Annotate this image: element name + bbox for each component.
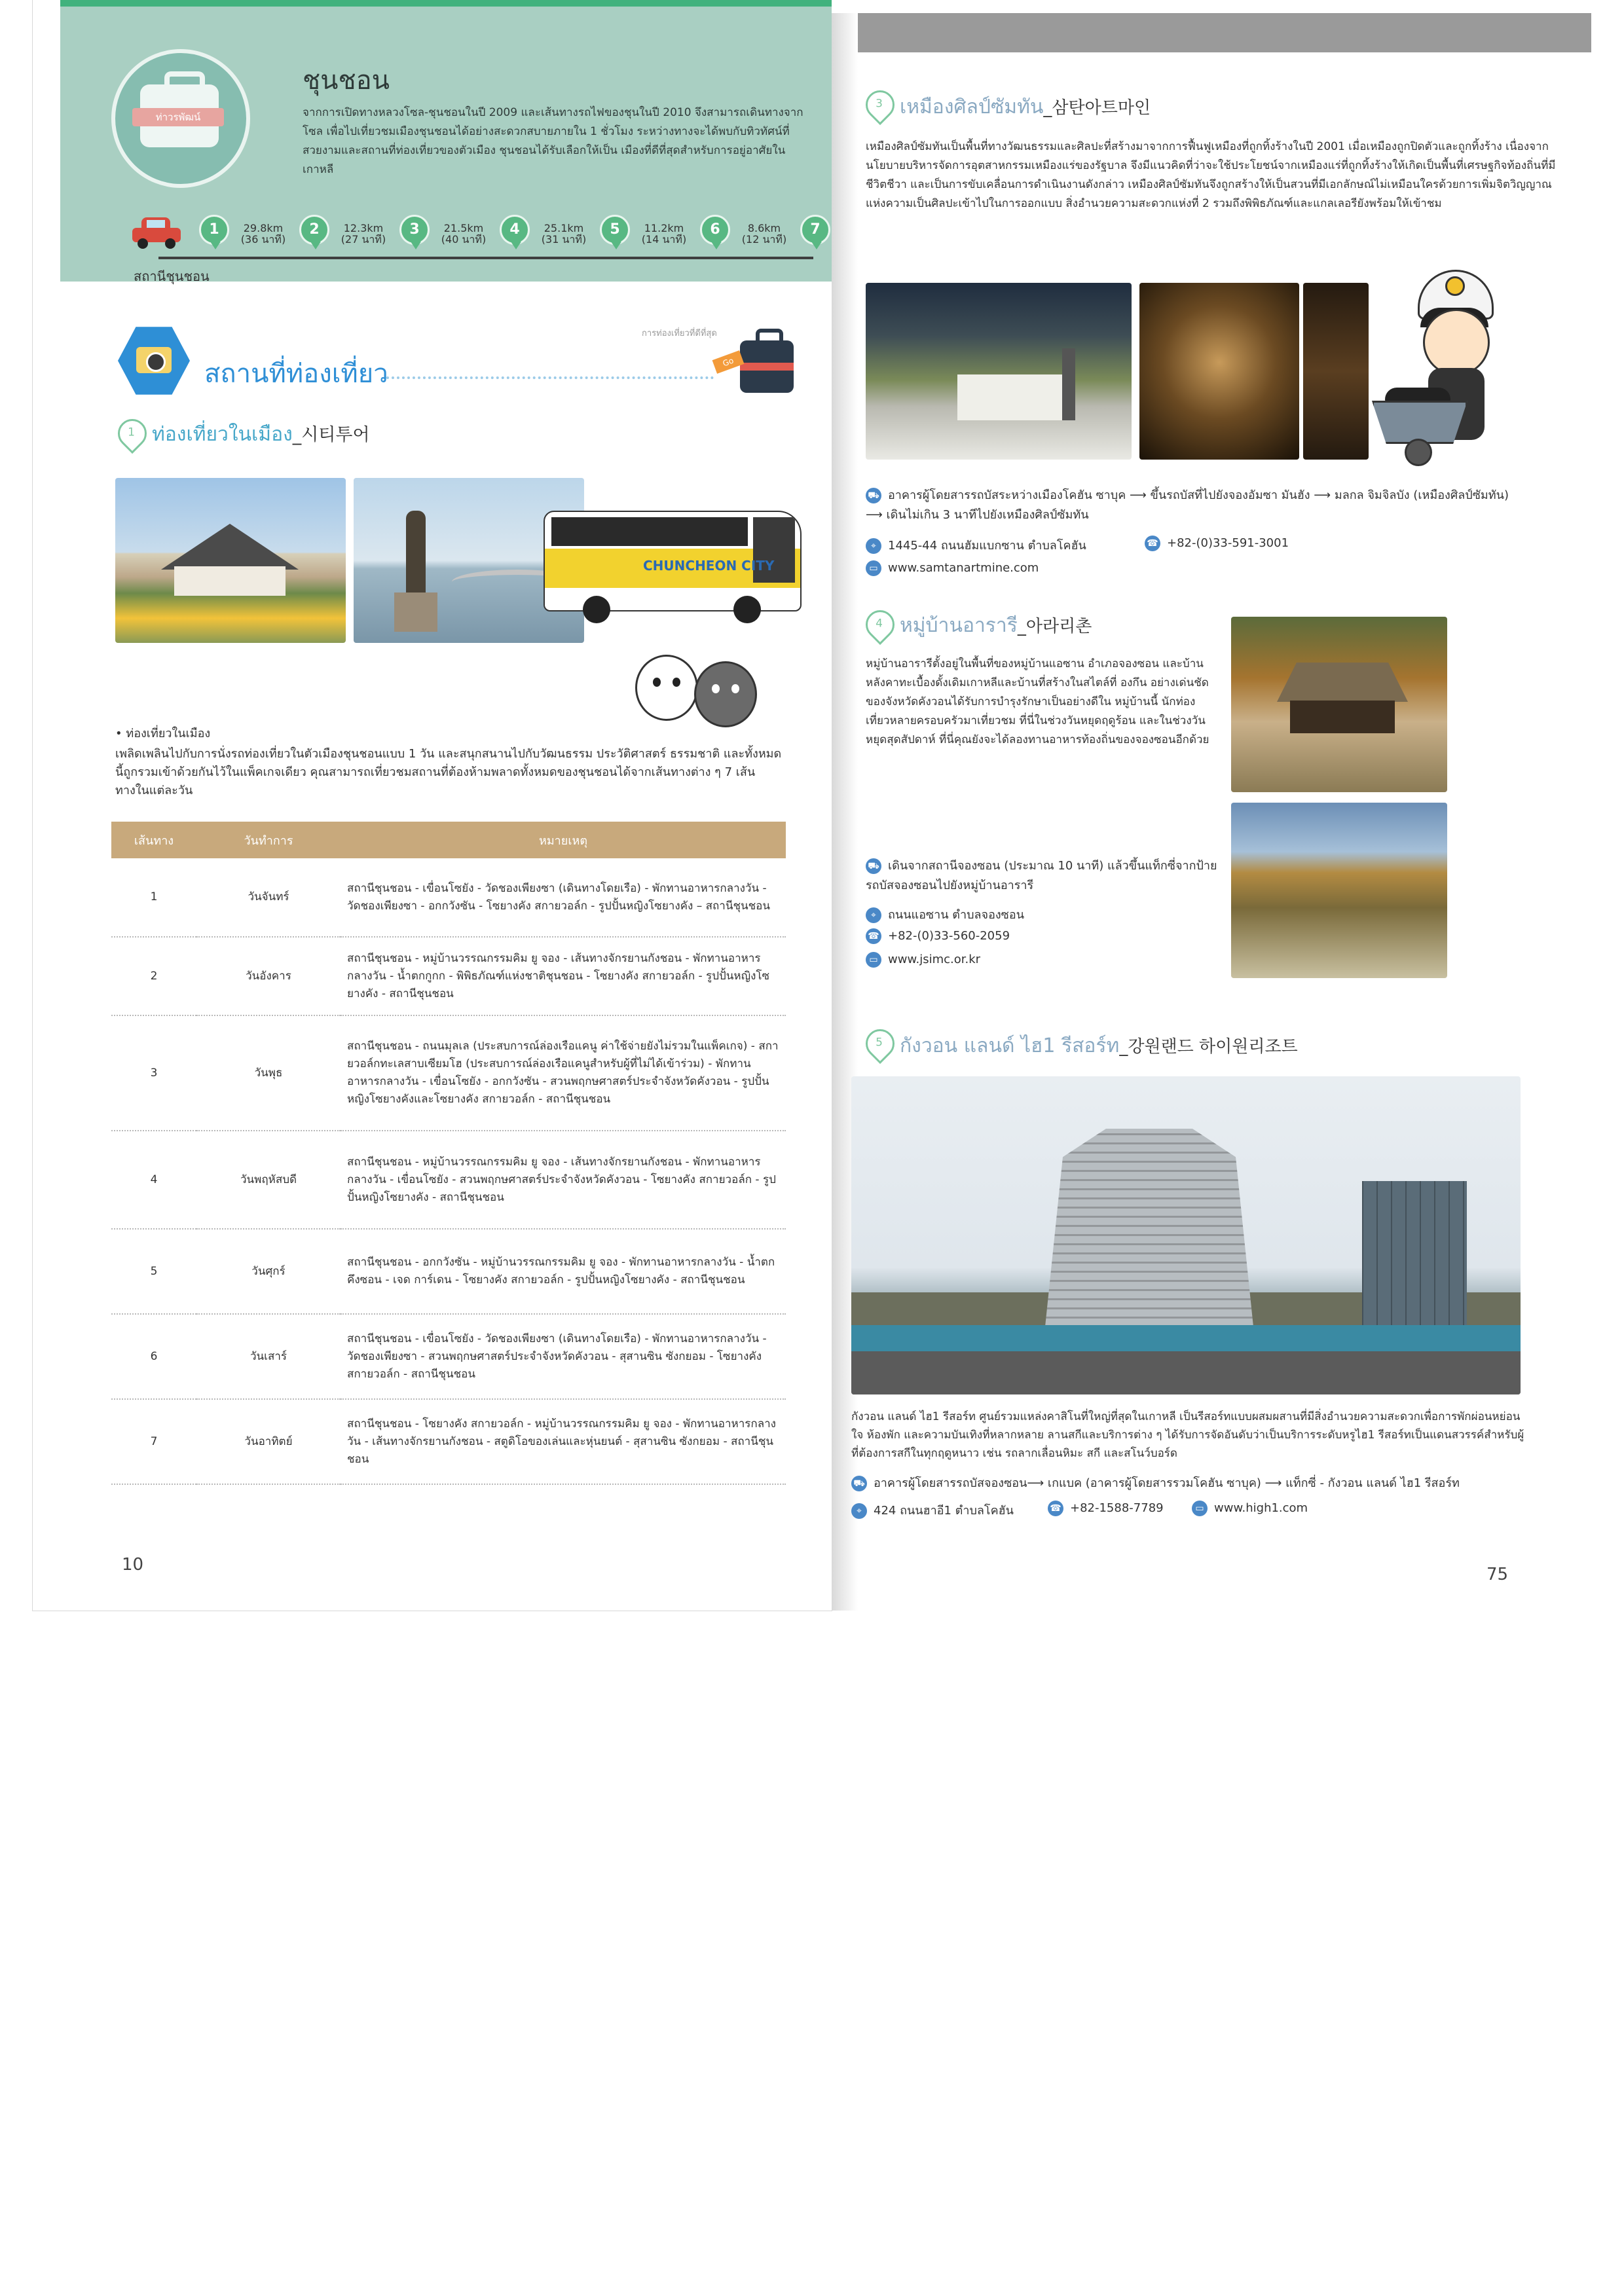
phone-icon: ☎: [866, 928, 881, 944]
spot-1-title: ท่องเที่ยวในเมือง_시티투어: [152, 423, 370, 446]
route-stop-1: 1: [199, 215, 229, 245]
car-icon: [132, 216, 181, 250]
spot-5-description: กังวอน แลนด์ ไฮ1 รีสอร์ท ศูนย์รวมแหล่งคาสิโนที่ใหญ่ที่สุดในเกาหลี เป็นรีสอร์ทแบบผสมผสานที่มีสิ่งอำนวยความสะดวกเพื่อการพักผ่อนหย่อนใจ ห้องพัก และความบันเทิงที่หลากหลาย ลานสกีและบริการต่าง ๆ ได้รับการจัดอันดับว่าเป็นบริการระดับหรูไฮ1 รีสอร์ทเป็นแดนสวรรค์สำหรับผู้ที่ต้องการสกีในทุกฤดูหนาว เช่น รถลากเลื่อนหิมะ สกี และสโนว์บอร์ด: [851, 1410, 1524, 1460]
table-row: 7 วันอาทิตย์ สถานีชุนชอน - โซยางคัง สกายวอล์ก - หมู่บ้านวรรณกรรมคิม ยู จอง - พักทานอาหารกลางวัน - เส้นทางจักรยานกังชอน - สตูดิโอของเล่นและหุ่นยนต์ - สุสานซิน ซังกยอม - สถานีชุนชอน: [111, 1399, 786, 1484]
web-icon: ▭: [866, 952, 881, 968]
table-row: 6 วันเสาร์ สถานีชุนชอน - เขื่อนโซยัง - วัดชองเพียงซา (เดินทางโดยเรือ) - พักทานอาหารกลางวัน - วัดชองเพียงซา - สวนพฤกษศาสตร์ประจำจังหวัดคังวอน - สุสานซิน ซังกยอม - โซยางคัง สกายวอล์ก - สถานีชุนชอน: [111, 1314, 786, 1399]
route-line: [158, 257, 813, 259]
map-pin-icon: ⌖: [851, 1503, 867, 1519]
route-distance-2: 12.3km (27 นาที): [341, 222, 386, 246]
route-distance-6: 8.6km (12 นาที): [741, 222, 787, 246]
location-pin-icon: 4: [860, 604, 900, 645]
route-stop-4: 4: [500, 215, 530, 245]
spot-5-address: ⌖ 424 ถนนฮาอี1 ตำบลโคฮัน: [851, 1501, 1014, 1520]
route-distance-5: 11.2km (14 นาที): [641, 222, 687, 246]
spot-3-website[interactable]: ▭ www.samtanartmine.com: [866, 560, 1039, 576]
suitcase-tag: ท่าวรพัฒน์: [132, 108, 224, 126]
page-number-right: 75: [1486, 1565, 1509, 1584]
web-icon: ▭: [1192, 1501, 1208, 1516]
city-hall-photo: [115, 478, 346, 643]
spot-3-address: ⌖ 1445-44 ถนนฮัมแบกซาน ตำบลโคฮัน: [866, 536, 1086, 555]
right-page-top-band: [832, 13, 1591, 52]
table-row: 1 วันจันทร์ สถานีชุนชอน - เขื่อนโซยัง - วัดชองเพียงซา (เดินทางโดยเรือ) - พักทานอาหารกลางวัน - วัดชองเพียงซา - อกกวังซัน - โซยางคัง สกายวอล์ก - รูปปั้นหญิงโซยางคัง – สถานีชุนชอน: [111, 858, 786, 937]
camera-icon: [118, 325, 190, 397]
tour-schedule-table: [111, 822, 786, 1485]
spot-5-transport: ⛟ อาคารผู้โดยสารรถบัสจองซอน⟶ เกแบค (อาคารผู้โดยสารรวมโคฮัน ซาบุค) ⟶ แท็กซี่ - กังวอน แลนด์ ไฮ1 รีสอร์ท: [851, 1473, 1526, 1492]
samtan-art-mine-exterior-photo: [866, 283, 1132, 460]
spot-4-address: ⌖ ถนนแอซาน ตำบลจองซอน: [866, 905, 1024, 924]
route-stop-5: 5: [600, 215, 630, 245]
spot-3-transport: ⛟ อาคารผู้โดยสารรถบัสระหว่างเมืองโคฮัน ซาบุค ⟶ ขึ้นรถบัสที่ไปยังจองอัมซา มันฮัง ⟶ มลกล จิมจิลบัง (เหมืองศิลป์ซัมทัน) ⟶ เดินไม่เกิน 3 นาทีไปยังเหมืองศิลป์ซัมทัน: [866, 488, 1509, 522]
map-pin-icon: ⌖: [866, 907, 881, 923]
web-icon: ▭: [866, 560, 881, 576]
spot-1-intro: เพลิดเพลินไปกับการนั่งรถท่องเที่ยวในตัวเมืองชุนชอนแบบ 1 วัน และสนุกสนานไปกับวัฒนธรรม ประวัติศาสตร์ ธรรมชาติ และทั้งหมดนี้ถูกรวมเข้าด้วยกันไว้ในแพ็คเกจเดียว คุณสามารถเที่ยวชมสถานที่ต้องห้ามพลาดทั้งหมดของชุนชอนได้จากเส้นทางต่าง ๆ 7 เส้นทางในแต่ละวัน: [115, 747, 782, 797]
city-title: ชุนชอน: [303, 65, 390, 96]
route-stop-2: 2: [299, 215, 329, 245]
table-header-route: เส้นทาง: [111, 822, 196, 858]
spot-3-title: เหมืองศิลป์ซัมทัน_삼탄아트마인: [900, 96, 1151, 118]
route-stop-6: 6: [700, 215, 730, 245]
bus-icon: ⛟: [866, 488, 881, 503]
bus-icon: ⛟: [851, 1476, 867, 1491]
route-start-label: สถานีชุนชอน: [134, 268, 210, 284]
location-pin-icon: 1: [112, 413, 153, 454]
mascot-white-icon: [635, 655, 698, 721]
left-page: [33, 0, 832, 1611]
city-description: จากการเปิดทางหลวงโซล-ชุนชอนในปี 2009 และเส้นทางรถไฟของชุนในปี 2010 จึงสามารถเดินทางจากโซล เพื่อไปเที่ยวชมเมืองชุนชอนได้อย่างสะดวกสบายภายใน 1 ชั่วโมง ระหว่างทางจะได้พบกับทิวทัศน์ที่สวยงามและสถานที่ท่องเที่ยวของตัวเมือง ชุนชอนได้รับเลือกให้เป็น เมืองที่ดีที่สุดสำหรับการอยู่อาศัยในเกาหลี: [303, 106, 803, 176]
samtan-art-mine-interior-photo: [1139, 283, 1299, 460]
arari-village-house-photo: [1231, 617, 1447, 792]
arari-village-autumn-photo: [1231, 803, 1447, 978]
table-header-row: [111, 822, 786, 858]
spot-4-description: หมู่บ้านอารารีตั้งอยู่ในพื้นที่ของหมู่บ้านแอซาน อำเภอจองซอน และบ้านหลังคาทะเบื้องดั้งเดิมเกาหลีและบ้านที่สร้างในสไตล์ที่ องกึน อย่างเด่นชัดของจังหวัดคังวอนได้รับการบำรุงรักษาเป็นอย่างดีใน หมู่บ้านนี้ นักท่องเที่ยวหลายครอบครัวมาเที่ยวชม ที่นี่ในช่วงวันหยุดฤดูร้อน และในช่วงวันหยุดสุดสัปดาห์ ที่นี่คุณยังจะได้ลองทานอาหารท้องถิ่นของจองซอนอีกด้วย: [866, 657, 1209, 746]
section-divider: [386, 376, 714, 379]
spot-3-phone: ☎ +82-(0)33-591-3001: [1145, 536, 1289, 551]
route-distance-4: 25.1km (31 นาที): [541, 222, 587, 246]
luggage-tag: Go: [712, 350, 745, 374]
bus-icon: ⛟: [866, 858, 881, 874]
luggage-icon: [721, 340, 794, 393]
spot-4-phone: ☎ +82-(0)33-560-2059: [866, 928, 1010, 944]
miner-character-icon: [1372, 270, 1542, 479]
bus-logo-text: CHUNCHEON CITY: [643, 558, 775, 574]
spot-4-title: หมู่บ้านอารารี_아라리촌: [900, 614, 1092, 637]
route-stop-7: 7: [800, 215, 830, 245]
high1-resort-photo: [851, 1076, 1521, 1394]
suitcase-badge-icon: [111, 49, 250, 188]
location-pin-icon: 3: [860, 84, 900, 125]
location-pin-icon: 5: [860, 1023, 900, 1064]
map-pin-icon: ⌖: [866, 538, 881, 554]
section-title: สถานที่ท่องเที่ยว: [204, 359, 388, 389]
spot-1-bullet-title: • ท่องเที่ยวในเมือง: [115, 727, 211, 740]
city-header: [60, 7, 853, 282]
mascot-bear-icon: [694, 661, 757, 727]
spot-5-phone: ☎ +82-1588-7789: [1048, 1501, 1164, 1516]
table-row: 4 วันพฤหัสบดี สถานีชุนชอน - หมู่บ้านวรรณกรรมคิม ยู จอง - เส้นทางจักรยานกังชอน - พักทานอาหารกลางวัน - เขื่อนโซยัง - สวนพฤกษศาสตร์ประจำจังหวัดคังวอน - โซยางคัง สกายวอล์ก - รูปปั้นหญิงโซยางคัง - สถานีชุนชอน: [111, 1131, 786, 1229]
route-distance-1: 29.8km (36 นาที): [240, 222, 286, 246]
section-small-label: การท่องเที่ยวที่ดีที่สุด: [642, 329, 717, 338]
spot-5-title: กังวอน แลนด์ ไฮ1 รีสอร์ท_강원랜드 하이원리조트: [900, 1034, 1298, 1057]
city-tour-bus-photo: [544, 498, 805, 648]
phone-icon: ☎: [1145, 536, 1160, 551]
spot-3-description: เหมืองศิลป์ซัมทันเป็นพื้นที่ทางวัฒนธรรมและศิลปะที่สร้างมาจากการฟื้นฟูเหมืองที่ถูกทิ้งร้างในปี 2001 เมื่อเหมืองถูกปิดตัวและถูกทิ้งร้าง เนื่องจากนโยบายบริหารจัดการอุตสาหกรรมเหมืองแร่ของรัฐบาล จึงมีแนวคิดที่ว่าจะใช้ประโยชน์จากเหมืองแร่ที่ถูกทิ้งร้างให้เกิดเป็นพื้นที่เศรษฐกิจท้องถิ่นที่มีชีวิตชีวา และเป็นการขับเคลื่อนการดำเนินงานดังกล่าว เหมืองศิลป์ซัมทันจึงถูกสร้างให้เป็นสวนที่มีเอกลักษณ์ไม่เหมือนใครด้วยการเพิ่มจิตวิญญาณแห่งความเป็นศิลปะเข้าไปในการออกแบบ สิ่งอำนวยความสะดวกแห่งที่ 2 รวมถึงพิพิธภัณฑ์และแกลเลอรียังพร้อมให้เข้าชม: [866, 140, 1556, 210]
table-header-note: หมายเหตุ: [341, 822, 786, 858]
table-row: 2 วันอังคาร สถานีชุนชอน - หมู่บ้านวรรณกรรมคิม ยู จอง - เส้นทางจักรยานกังชอน - พักทานอาหารกลางวัน - น้ำตกกูกก - พิพิธภัณฑ์แห่งชาติชุนชอน - โซยางคัง สกายวอล์ก - รูปปั้นหญิงโซยางคัง - สถานีชุนชอน: [111, 937, 786, 1015]
spot-4-transport: ⛟ เดินจากสถานีจองซอน (ประมาณ 10 นาที) แล้วขึ้นแท็กซี่จากป้ายรถบัสจองซอนไปยังหมู่บ้านอารารี: [866, 859, 1217, 892]
samtan-art-mine-gallery-photo: [1303, 283, 1369, 460]
spot-5-website[interactable]: ▭ www.high1.com: [1192, 1501, 1308, 1516]
spot-4-website[interactable]: ▭ www.jsimc.or.kr: [866, 952, 980, 968]
route-distance-3: 21.5km (40 นาที): [441, 222, 487, 246]
table-header-day: วันทำการ: [196, 822, 341, 858]
route-stop-3: 3: [399, 215, 430, 245]
page-number-left: 10: [122, 1555, 144, 1575]
phone-icon: ☎: [1048, 1501, 1063, 1516]
table-row: 5 วันศุกร์ สถานีชุนชอน - อกกวังซัน - หมู่บ้านวรรณกรรมคิม ยู จอง - พักทานอาหารกลางวัน - น้ำตกคึงซอน - เจด การ์เดน - โซยางคัง สกายวอล์ก - รูปปั้นหญิงโซยางคัง - สถานีชุนชอน: [111, 1229, 786, 1314]
table-row: 3 วันพุธ สถานีชุนชอน - ถนนมุลเล (ประสบการณ์ล่องเรือแคนู ค่าใช้จ่ายยังไม่รวมในแพ็คเกจ) - สกายวอล์กทะเลสาบเซียมโฮ (ประสบการณ์ล่องเรือแคนูสำหรับผู้ที่ไม่ได้เข้าร่วม) - พักทานอาหารกลางวัน - เขื่อนโซยัง - อกกวังซัน - สวนพฤกษศาสตร์ประจำจังหวัดคังวอน - รูปปั้นหญิงโซยางคังและโซยางคัง สกายวอล์ก - สถานีชุนชอน: [111, 1015, 786, 1131]
